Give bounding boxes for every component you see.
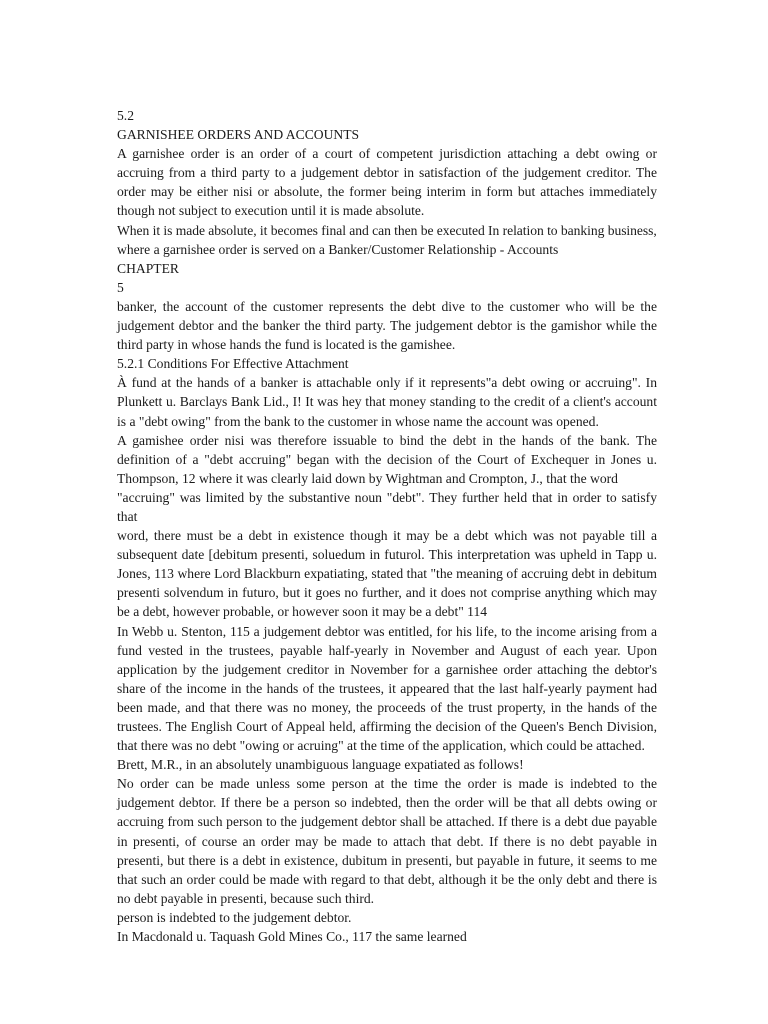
text-line: judgement debtor and the banker the third party. The judgement debtor is the gamishor while the xyxy=(117,318,657,334)
text-line: fund vested in the trustees, payable half-yearly in November and August of each year. Upon xyxy=(117,642,657,658)
text-line: Thompson, 12 where it was clearly laid down by Wightman and Crompton, J., that the word xyxy=(117,470,618,486)
text-line: that such an order could be made with regard to that debt, although it be the only debt and there is xyxy=(117,871,657,887)
text-line: In Webb u. Stenton, 115 a judgement debtor was entitled, for his life, to the income arising from a xyxy=(117,623,657,639)
text-line: presenti, but there is a debt in existence, dubitum in presenti, but payable in future, it seems to me xyxy=(117,852,657,868)
text-line: application by the judgement creditor in November for a garnishee order attaching the debtor's xyxy=(117,661,657,677)
text-line: where a garnishee order is served on a Banker/Customer Relationship - Accounts xyxy=(117,241,559,257)
text-line: Brett, M.R., in an absolutely unambiguous language expatiated as follows! xyxy=(117,757,524,773)
text-line: "accruing" was limited by the substantive noun "debt". They further held that in order to satisfy that xyxy=(117,489,657,524)
text-line: accruing from such person to the judgement debtor shall be attached. If there is a debt due payable xyxy=(117,814,657,830)
text-line: banker, the account of the customer represents the debt dive to the customer who will be the xyxy=(117,298,657,314)
text-line: though not subject to execution until it is made absolute. xyxy=(117,203,425,219)
text-line: trustees. The English Court of Appeal held, affirming the decision of the Queen's Bench Division, xyxy=(117,719,657,734)
text-line: in presenti, of course an order may be made to attach that debt. If there is no debt payable in xyxy=(117,833,657,849)
text-line: À fund at the hands of a banker is attachable only if it represents"a debt owing or accruing". In xyxy=(117,375,657,391)
document-body xyxy=(117,106,657,946)
text-line: order may be either nisi or absolute, the former being interim in form but attaches immediately xyxy=(117,184,657,200)
text-line: person is indebted to the judgement debtor. xyxy=(117,909,352,925)
body-text xyxy=(117,144,657,946)
text-line: is a "debt owing" from the bank to the customer in whose name the account was opened. xyxy=(117,413,599,429)
text-line: 5 xyxy=(117,279,124,295)
text-line: been made, and that there was no money, the proceeds of the trust property, in the hands of the xyxy=(117,699,657,715)
text-line: A gamishee order nisi was therefore issuable to bind the debt in the hands of the bank. The xyxy=(117,432,657,448)
text-line: No order can be made unless some person at the time the order is made is indebted to the xyxy=(117,776,657,792)
text-line: Plunkett u. Barclays Bank Lid., I! It was hey that money standing to the credit of a client's account xyxy=(117,394,657,410)
section-number: 5.2 xyxy=(117,108,134,123)
text-line: definition of a "debt accruing" began with the decision of the Court of Exchequer in Jones u. xyxy=(117,451,657,467)
text-line: share of the income in the hands of the trustees, it appeared that the last half-yearly payment had xyxy=(117,680,657,696)
text-line: no debt payable in presenti, because such third. xyxy=(117,890,375,906)
text-line: third party in whose hands the fund is located is the gamishee. xyxy=(117,337,456,353)
text-line: In Macdonald u. Taquash Gold Mines Co., 117 the same learned xyxy=(117,929,467,945)
text-line: word, there must be a debt in existence though it may be a debt which was not payable till a xyxy=(117,528,657,544)
text-line: presenti solvendum in futuro, but it goes no further, and it does not comprise anything which may xyxy=(117,585,657,601)
text-line: A garnishee order is an order of a court of competent jurisdiction attaching a debt owing or xyxy=(117,146,657,162)
text-line: Jones, 113 where Lord Blackburn expatiating, stated that "the meaning of accruing debt in debitum xyxy=(117,566,657,582)
text-line: 5.2.1 Conditions For Effective Attachment xyxy=(117,356,349,372)
text-line: judgement debtor. If there be a person so indebted, then the order will be that all debts owing or xyxy=(117,795,657,811)
text-line: When it is made absolute, it becomes final and can then be executed In relation to banking business, xyxy=(117,222,657,238)
text-line: be a debt, however probable, or however soon it may be a debt" 114 xyxy=(117,604,488,620)
text-line: subsequent date [debitum presenti, soluedum in futurol. This interpretation was upheld in Tapp u. xyxy=(117,547,657,563)
section-title: GARNISHEE ORDERS AND ACCOUNTS xyxy=(117,127,360,143)
text-line: that there was no debt "owing or acruing" at the time of the application, which could be attached. xyxy=(117,738,645,754)
text-line: accruing from a third party to a judgement debtor in satisfaction of the judgement creditor. The xyxy=(117,165,657,181)
text-line: CHAPTER xyxy=(117,260,179,276)
